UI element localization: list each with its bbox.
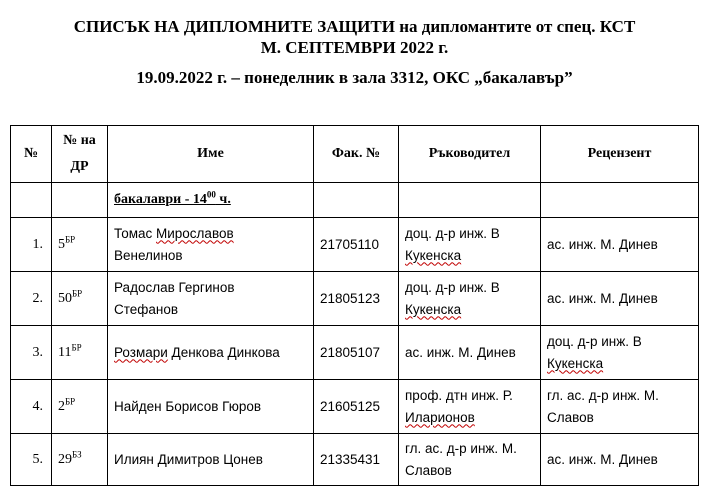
section-row xyxy=(11,183,699,218)
column-header-reviewer: Рецензент xyxy=(541,126,699,183)
row-num: 4. xyxy=(11,380,52,434)
table-row xyxy=(11,218,699,272)
document-title: СПИСЪК НА ДИПЛОМНИТЕ ЗАЩИТИ на дипломантите от спец. КСТ xyxy=(73,17,636,36)
column-header-supervisor: Ръководител xyxy=(399,126,541,183)
section-time-sup: 00 xyxy=(206,189,216,200)
row-reviewer: гл. ас. д-р инж. М. Славов xyxy=(541,380,699,434)
table-row xyxy=(11,326,699,380)
table-row xyxy=(11,434,699,486)
row-supervisor: ас. инж. М. Динев xyxy=(399,326,541,380)
row-num: 2. xyxy=(11,272,52,326)
row-name: Радослав Гергинов Стефанов xyxy=(108,272,314,326)
row-num: 5. xyxy=(11,434,52,486)
row-thesis: $50^{БР}$ xyxy=(52,272,108,326)
row-thesis: $29^{БЗ}$ xyxy=(52,434,108,486)
row-supervisor: доц. д-р инж. В Кукенска xyxy=(399,218,541,272)
row-fac: 21805107 xyxy=(314,326,399,380)
row-reviewer: доц. д-р инж. В Кукенска xyxy=(541,326,699,380)
row-supervisor: гл. ас. д-р инж. М. Славов xyxy=(399,434,541,486)
column-header-thesis xyxy=(52,126,108,183)
document-subtitle: М. СЕПТЕМВРИ 2022 г. xyxy=(260,38,449,57)
row-name: Найден Борисов Гюров xyxy=(108,380,314,434)
table-header-row xyxy=(11,126,699,183)
row-fac: 21705110 xyxy=(314,218,399,272)
row-num: 3. xyxy=(11,326,52,380)
row-reviewer: ас. инж. М. Динев xyxy=(541,434,699,486)
session-info: 19.09.2022 г. – понеделник в зала 3312, ОКС „бакалавър” xyxy=(136,68,573,87)
section-label: бакалаври - $14^{00}$ ч. xyxy=(108,183,314,218)
thesis-header-bottom: ДР xyxy=(70,159,89,174)
row-fac: 21605125 xyxy=(314,380,399,434)
table-row xyxy=(11,380,699,434)
row-reviewer: ас. инж. М. Динев xyxy=(541,218,699,272)
row-name: Розмари Денкова Динкова xyxy=(108,326,314,380)
row-fac: 21335431 xyxy=(314,434,399,486)
row-reviewer: ас. инж. М. Динев xyxy=(541,272,699,326)
row-thesis: $11^{БР}$ xyxy=(52,326,108,380)
column-header-num: № xyxy=(11,126,52,183)
column-header-name: Име xyxy=(108,126,314,183)
row-fac: 21805123 xyxy=(314,272,399,326)
row-name: Илиян Димитров Цонев xyxy=(108,434,314,486)
table-row xyxy=(11,272,699,326)
thesis-header-top: № на xyxy=(63,133,96,148)
row-supervisor: проф. дтн инж. Р. Иларионов xyxy=(399,380,541,434)
row-supervisor: доц. д-р инж. В Кукенска xyxy=(399,272,541,326)
row-name: Томас Мирославов Венелинов xyxy=(108,218,314,272)
row-thesis: $2^{БР}$ xyxy=(52,380,108,434)
column-header-fac: Фак. № xyxy=(314,126,399,183)
row-num: 1. xyxy=(11,218,52,272)
defense-schedule-table xyxy=(10,125,699,486)
row-thesis: $5^{БР}$ xyxy=(52,218,108,272)
